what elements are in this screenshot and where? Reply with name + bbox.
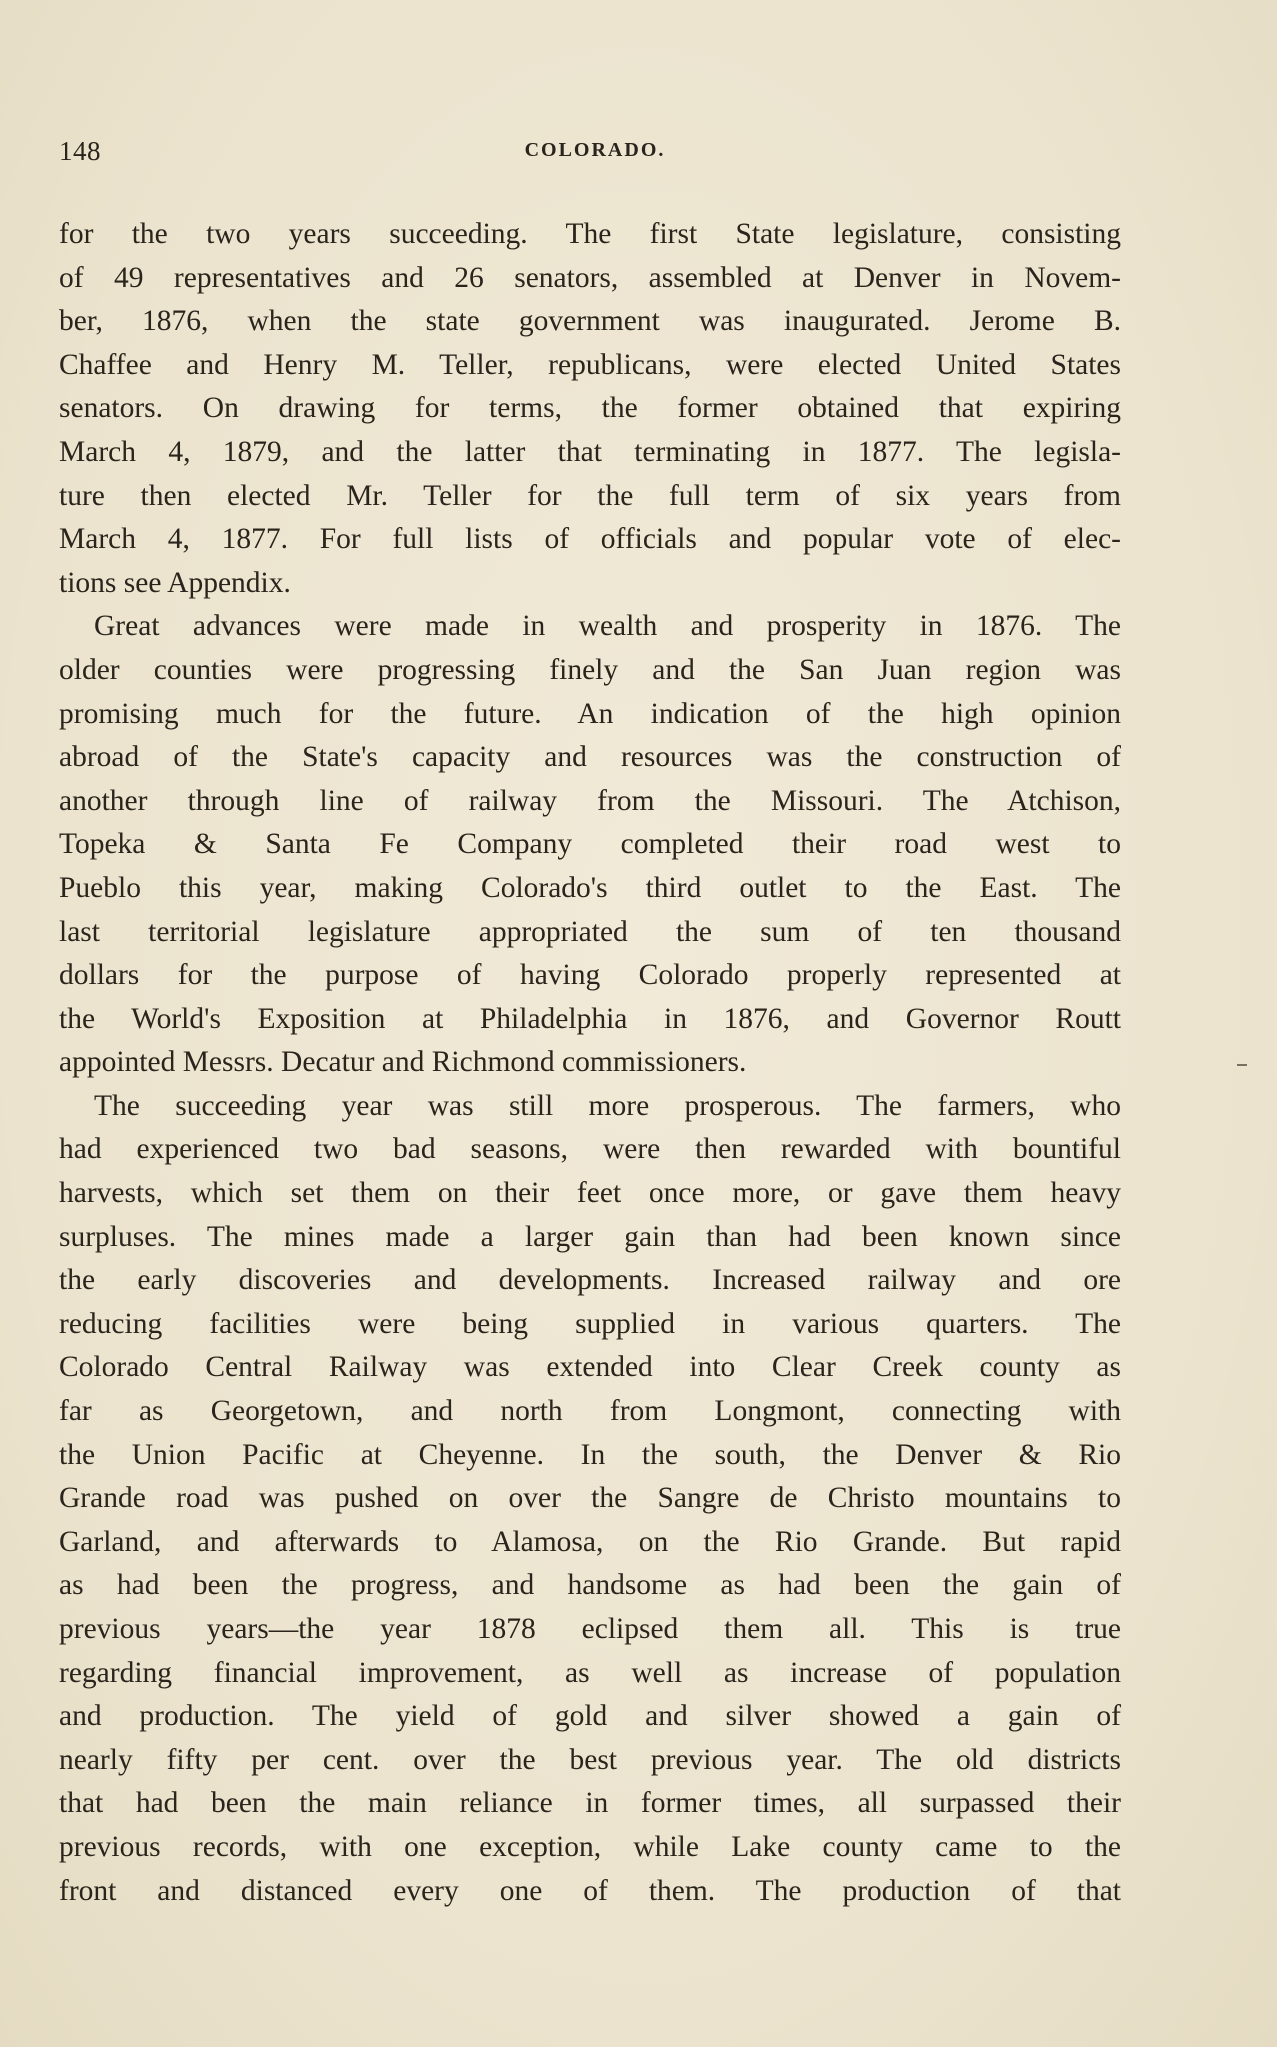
text-line: another through line of railway from the Missouri. The Atchison, <box>59 784 1121 817</box>
text-line: that had been the main reliance in former times, all surpassed their <box>59 1787 1121 1820</box>
text-line: Garland, and afterwards to Alamosa, on the Rio Grande. But rapid <box>59 1525 1121 1558</box>
text-line: promising much for the future. An indication of the high opinion <box>59 697 1121 730</box>
text-line: March 4, 1879, and the latter that terminating in 1877. The legisla- <box>59 435 1121 468</box>
text-line: as had been the progress, and handsome as had been the gain of <box>59 1569 1121 1602</box>
running-head <box>59 136 1121 172</box>
text-line: far as Georgetown, and north from Longmont, connecting with <box>59 1395 1121 1428</box>
text-line: Chaffee and Henry M. Teller, republicans, were elected United States <box>59 348 1121 381</box>
text-line: front and distanced every one of them. The production of that <box>59 1874 1121 1907</box>
text-line: abroad of the State's capacity and resources was the construction of <box>59 741 1121 774</box>
text-line: appointed Messrs. Decatur and Richmond commissioners. <box>59 1046 747 1079</box>
text-line: senators. On drawing for terms, the former obtained that expiring <box>59 392 1121 425</box>
text-line: for the two years succeeding. The first State legislature, consisting <box>59 218 1121 250</box>
body-text <box>59 213 1121 1913</box>
text-line: surpluses. The mines made a larger gain than had been known since <box>59 1220 1121 1253</box>
text-line: had experienced two bad seasons, were then rewarded with bountiful <box>59 1133 1121 1166</box>
text-line: Topeka & Santa Fe Company completed their road west to <box>59 828 1121 861</box>
text-line: of 49 representatives and 26 senators, assembled at Denver in Novem- <box>59 261 1121 294</box>
text-line: Colorado Central Railway was extended into Clear Creek county as <box>59 1351 1121 1384</box>
page-number: 148 <box>59 136 101 166</box>
text-line: the Union Pacific at Cheyenne. In the south, the Denver & Rio <box>59 1438 1121 1471</box>
running-title: COLORADO. <box>524 139 666 161</box>
text-line: tions see Appendix. <box>59 566 291 599</box>
text-line: harvests, which set them on their feet once more, or gave them heavy <box>59 1177 1121 1210</box>
text-line: ber, 1876, when the state government was inaugurated. Jerome B. <box>59 305 1121 338</box>
text-line: previous records, with one exception, while Lake county came to the <box>59 1830 1121 1863</box>
text-line: previous years—the year 1878 eclipsed them all. This is true <box>59 1613 1121 1645</box>
text-line: Great advances were made in wealth and prosperity in 1876. The <box>94 610 1121 643</box>
text-line: ture then elected Mr. Teller for the full term of six years from <box>59 479 1121 512</box>
margin-mark <box>1237 1064 1247 1066</box>
text-line: nearly fifty per cent. over the best previous year. The old districts <box>59 1743 1121 1776</box>
text-line: The succeeding year was still more prosperous. The farmers, who <box>94 1089 1121 1122</box>
text-line: March 4, 1877. For full lists of officials and popular vote of elec- <box>59 523 1121 556</box>
text-line: the World's Exposition at Philadelphia in 1876, and Governor Routt <box>59 1002 1121 1035</box>
text-line: regarding financial improvement, as well as increase of population <box>59 1656 1121 1689</box>
text-line: the early discoveries and developments. Increased railway and ore <box>59 1264 1121 1297</box>
text-line: dollars for the purpose of having Colorado properly represented at <box>59 959 1121 992</box>
text-line: last territorial legislature appropriated the sum of ten thousand <box>59 915 1121 948</box>
text-line: Grande road was pushed on over the Sangre de Christo mountains to <box>59 1482 1121 1515</box>
text-line: reducing facilities were being supplied in various quarters. The <box>59 1307 1121 1340</box>
text-line: and production. The yield of gold and silver showed a gain of <box>59 1700 1121 1733</box>
text-line: Pueblo this year, making Colorado's third outlet to the East. The <box>59 871 1121 904</box>
text-line: older counties were progressing finely and the San Juan region was <box>59 653 1121 686</box>
